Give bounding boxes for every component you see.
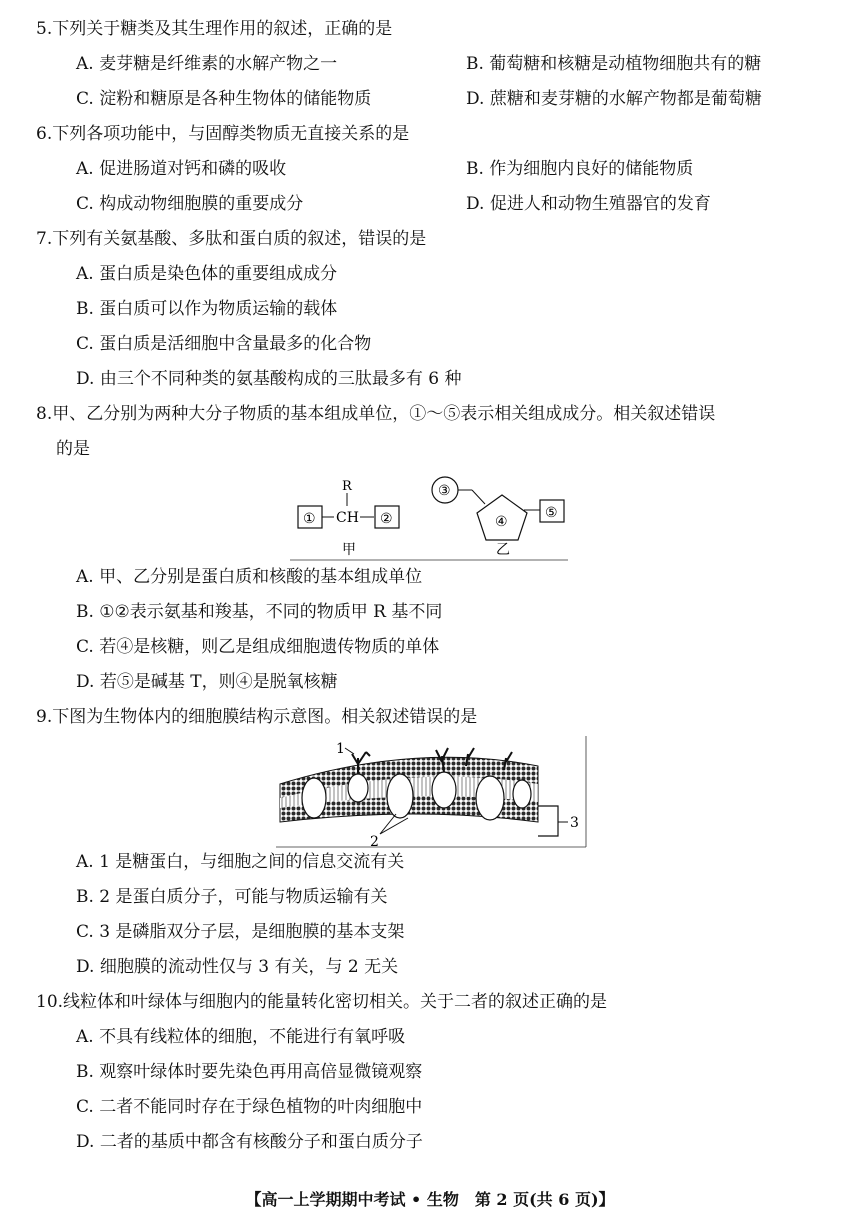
- q5-option-b: B. 葡萄糖和核糖是动植物细胞共有的糖: [466, 54, 762, 74]
- q8-box-2-label: ②: [380, 511, 393, 527]
- q10-option-d: D. 二者的基质中都含有核酸分子和蛋白质分子: [76, 1132, 423, 1152]
- q8-option-d: D. 若⑤是碱基 T，则④是脱氧核糖: [76, 672, 338, 692]
- q9-stem: 9.下图为生物体内的细胞膜结构示意图。相关叙述错误的是: [36, 707, 478, 727]
- q8-box-5-label: ⑤: [545, 505, 558, 521]
- q5-stem: 5.下列关于糖类及其生理作用的叙述，正确的是: [36, 19, 393, 39]
- q8-box-1-label: ①: [303, 511, 316, 527]
- q7-option-c: C. 蛋白质是活细胞中含量最多的化合物: [76, 334, 372, 354]
- q10-option-a: A. 不具有线粒体的细胞，不能进行有氧呼吸: [76, 1027, 406, 1047]
- q8-label-jia: 甲: [342, 542, 356, 558]
- q7-option-b: B. 蛋白质可以作为物质运输的载体: [76, 299, 338, 319]
- q9-label-2: 2: [370, 834, 379, 848]
- q5-option-a: A. 麦芽糖是纤维素的水解产物之一: [76, 54, 338, 74]
- membrane-protein: [476, 776, 504, 820]
- q8-molecule-figure: [290, 470, 580, 562]
- q9-label-1: 1: [336, 741, 345, 757]
- q9-option-d: D. 细胞膜的流动性仅与 3 有关，与 2 无关: [76, 957, 399, 977]
- q9-option-a: A. 1 是糖蛋白，与细胞之间的信息交流有关: [76, 852, 405, 872]
- q8-stem-line2: 的是: [56, 439, 90, 459]
- q9-label-3: 3: [570, 815, 579, 831]
- q9-bracket-3: [538, 806, 558, 836]
- q6-option-a: A. 促进肠道对钙和磷的吸收: [76, 159, 287, 179]
- q6-stem: 6.下列各项功能中，与固醇类物质无直接关系的是: [36, 124, 410, 144]
- q7-option-d: D. 由三个不同种类的氨基酸构成的三肽最多有 6 种: [76, 369, 462, 389]
- q6-option-b: B. 作为细胞内良好的储能物质: [466, 159, 694, 179]
- q8-ch-label: CH: [336, 510, 359, 526]
- q8-stem-line1: 8.甲、乙分别为两种大分子物质的基本组成单位，①～⑤表示相关组成成分。相关叙述错误: [36, 404, 716, 424]
- q6-option-d: D. 促进人和动物生殖器官的发育: [466, 194, 711, 214]
- membrane-protein: [387, 774, 413, 818]
- q7-stem: 7.下列有关氨基酸、多肽和蛋白质的叙述，错误的是: [36, 229, 427, 249]
- q8-option-c: C. 若④是核糖，则乙是组成细胞遗传物质的单体: [76, 637, 440, 657]
- q8-pentagon-4-label: ④: [495, 514, 508, 530]
- q8-option-b: B. ①②表示氨基和羧基，不同的物质甲 R 基不同: [76, 602, 443, 622]
- membrane-protein: [348, 774, 368, 802]
- page-footer: 【高一上学期期中考试 • 生物 第 2 页(共 6 页)】: [245, 1190, 615, 1209]
- q9-option-b: B. 2 是蛋白质分子，可能与物质运输有关: [76, 887, 388, 907]
- membrane-protein: [513, 780, 531, 808]
- q5-option-d: D. 蔗糖和麦芽糖的水解产物都是葡萄糖: [466, 89, 762, 109]
- q9-membrane-figure: [276, 736, 596, 848]
- q7-option-a: A. 蛋白质是染色体的重要组成成分: [76, 264, 338, 284]
- q10-option-c: C. 二者不能同时存在于绿色植物的叶肉细胞中: [76, 1097, 423, 1117]
- q9-option-c: C. 3 是磷脂双分子层，是细胞膜的基本支架: [76, 922, 405, 942]
- q8-label-yi: 乙: [496, 542, 510, 558]
- q10-stem: 10.线粒体和叶绿体与细胞内的能量转化密切相关。关于二者的叙述正确的是: [36, 992, 608, 1012]
- q10-option-b: B. 观察叶绿体时要先染色再用高倍显微镜观察: [76, 1062, 423, 1082]
- membrane-protein: [432, 772, 456, 808]
- q8-r-label: R: [342, 479, 352, 494]
- q5-option-c: C. 淀粉和糖原是各种生物体的储能物质: [76, 89, 372, 109]
- q8-option-a: A. 甲、乙分别是蛋白质和核酸的基本组成单位: [76, 567, 423, 587]
- q8-circle-3-label: ③: [438, 483, 451, 499]
- q6-option-c: C. 构成动物细胞膜的重要成分: [76, 194, 304, 214]
- membrane-protein: [302, 778, 326, 818]
